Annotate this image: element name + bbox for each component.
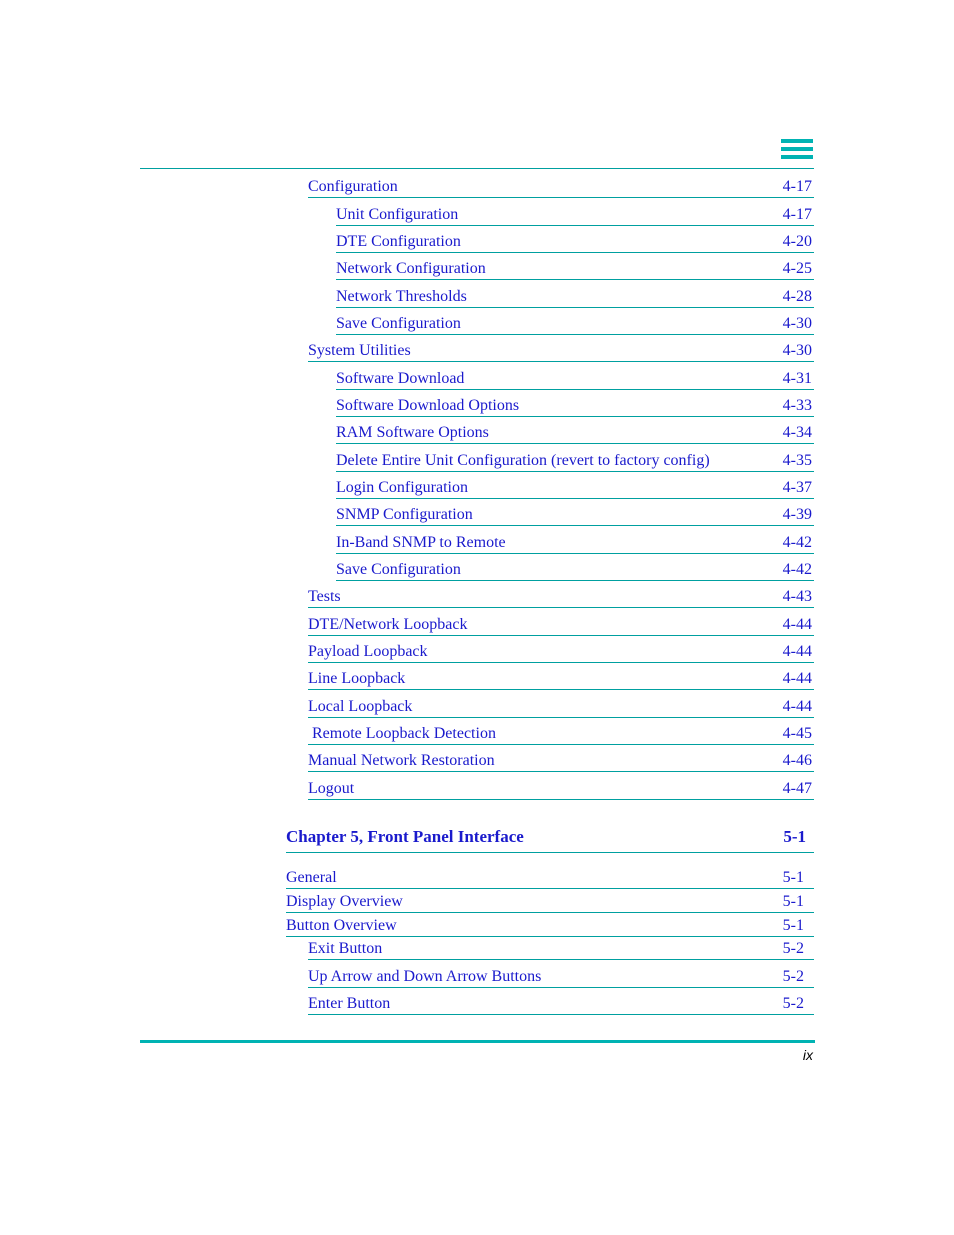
toc-entry-page: 4-44 bbox=[782, 616, 812, 633]
toc-entry-title: DTE/Network Loopback bbox=[308, 616, 468, 633]
toc-entry-payload-loopback[interactable] bbox=[308, 642, 814, 663]
toc-entry-page: 4-44 bbox=[782, 670, 812, 687]
toc-entry-title: Unit Configuration bbox=[336, 206, 459, 223]
toc-entry-title: Network Configuration bbox=[336, 260, 486, 277]
toc-entry-manual-network-restoration[interactable] bbox=[308, 751, 814, 772]
toc-entry-title: Save Configuration bbox=[336, 561, 461, 578]
chapter-title: Chapter 5, Front Panel Interface bbox=[286, 827, 524, 846]
toc-entry-page: 4-47 bbox=[782, 780, 812, 797]
toc-entry-title: Line Loopback bbox=[308, 670, 406, 687]
toc-entry-page: 4-42 bbox=[782, 561, 812, 578]
toc-entry-page: 5-1 bbox=[782, 869, 804, 886]
footer-rule bbox=[140, 1040, 815, 1043]
toc-entry-page: 5-1 bbox=[782, 917, 804, 934]
toc-entry-title: System Utilities bbox=[308, 342, 411, 359]
toc-entry-network-configuration[interactable] bbox=[336, 259, 814, 280]
toc-entry-page: 4-43 bbox=[782, 588, 812, 605]
toc-entry-network-thresholds[interactable] bbox=[336, 287, 814, 308]
toc-entry-page: 4-34 bbox=[782, 424, 812, 441]
toc-entry-page: 4-17 bbox=[782, 206, 812, 223]
toc-entry-page: 5-2 bbox=[782, 995, 804, 1012]
toc-entry-title: DTE Configuration bbox=[336, 233, 461, 250]
toc-entry-title: SNMP Configuration bbox=[336, 506, 473, 523]
toc-entry-delete-unit-configuration[interactable] bbox=[336, 451, 814, 472]
toc-entry-title: Local Loopback bbox=[308, 698, 413, 715]
toc-entry-title: Software Download bbox=[336, 370, 465, 387]
toc-entry-title: RAM Software Options bbox=[336, 424, 489, 441]
toc-entry-title: Remote Loopback Detection bbox=[308, 725, 496, 742]
toc-entry-title: Delete Entire Unit Configuration (revert to factory config) bbox=[336, 452, 710, 469]
toc-entry-dte-network-loopback[interactable] bbox=[308, 615, 814, 636]
toc-entry-general[interactable] bbox=[286, 868, 814, 889]
toc-entry-title: Exit Button bbox=[308, 940, 383, 957]
toc-entry-title: Up Arrow and Down Arrow Buttons bbox=[308, 968, 542, 985]
toc-entry-page: 4-39 bbox=[782, 506, 812, 523]
toc-entry-page: 4-17 bbox=[782, 178, 812, 195]
toc-entry-title: In-Band SNMP to Remote bbox=[336, 534, 506, 551]
toc-entry-title: Network Thresholds bbox=[336, 288, 467, 305]
toc-entry-page: 5-1 bbox=[782, 893, 804, 910]
page-number: ix bbox=[802, 1047, 813, 1063]
toc-entry-page: 4-33 bbox=[782, 397, 812, 414]
toc-entry-title: Payload Loopback bbox=[308, 643, 428, 660]
toc-entry-logout[interactable] bbox=[308, 779, 814, 800]
toc-entry-software-download-options[interactable] bbox=[336, 396, 814, 417]
toc-entry-display-overview[interactable] bbox=[286, 892, 814, 913]
toc-entry-page: 4-44 bbox=[782, 698, 812, 715]
toc-entry-tests[interactable] bbox=[308, 587, 814, 608]
header-bars-decoration bbox=[781, 139, 813, 163]
toc-entry-arrow-buttons[interactable] bbox=[308, 967, 814, 988]
toc-entry-title: Configuration bbox=[308, 178, 398, 195]
toc-entry-title: Software Download Options bbox=[336, 397, 520, 414]
toc-entry-software-download[interactable] bbox=[336, 369, 814, 390]
toc-entry-page: 4-28 bbox=[782, 288, 812, 305]
toc-entry-page: 4-25 bbox=[782, 260, 812, 277]
toc-entry-page: 5-2 bbox=[782, 940, 804, 957]
toc-entry-title: Tests bbox=[308, 588, 341, 605]
toc-entry-page: 4-46 bbox=[782, 752, 812, 769]
toc-entry-exit-button[interactable] bbox=[308, 939, 814, 960]
toc-entry-unit-configuration[interactable] bbox=[336, 205, 814, 226]
toc-entry-title: Button Overview bbox=[286, 917, 397, 934]
toc-entry-title: General bbox=[286, 869, 337, 886]
toc-chapter-heading[interactable] bbox=[286, 826, 814, 853]
toc-entry-button-overview[interactable] bbox=[286, 916, 814, 937]
toc-entry-page: 4-42 bbox=[782, 534, 812, 551]
toc-entry-page: 4-44 bbox=[782, 643, 812, 660]
toc-entry-page: 5-2 bbox=[782, 968, 804, 985]
toc-entry-remote-loopback-detection[interactable] bbox=[308, 724, 814, 745]
toc-entry-title: Display Overview bbox=[286, 893, 403, 910]
toc-entry-enter-button[interactable] bbox=[308, 994, 814, 1015]
toc-entry-configuration[interactable] bbox=[308, 177, 814, 198]
toc-entry-title: Login Configuration bbox=[336, 479, 468, 496]
toc-entry-snmp-configuration[interactable] bbox=[336, 505, 814, 526]
toc-entry-save-configuration-2[interactable] bbox=[336, 560, 814, 581]
toc-entry-title: Enter Button bbox=[308, 995, 391, 1012]
toc-entry-page: 4-45 bbox=[782, 725, 812, 742]
toc-entry-page: 4-35 bbox=[782, 452, 812, 469]
toc-entry-ram-software-options[interactable] bbox=[336, 423, 814, 444]
toc-entry-page: 4-30 bbox=[782, 315, 812, 332]
toc-entry-title: Logout bbox=[308, 780, 355, 797]
toc-entry-title: Manual Network Restoration bbox=[308, 752, 495, 769]
toc-entry-login-configuration[interactable] bbox=[336, 478, 814, 499]
toc-entry-page: 4-20 bbox=[782, 233, 812, 250]
toc-entry-line-loopback[interactable] bbox=[308, 669, 814, 690]
toc-entry-page: 4-31 bbox=[782, 370, 812, 387]
toc-entry-local-loopback[interactable] bbox=[308, 697, 814, 718]
header-rule bbox=[140, 168, 814, 169]
toc-entry-title: Save Configuration bbox=[336, 315, 461, 332]
toc-entry-in-band-snmp[interactable] bbox=[336, 533, 814, 554]
toc-entry-save-configuration[interactable] bbox=[336, 314, 814, 335]
toc-entry-dte-configuration[interactable] bbox=[336, 232, 814, 253]
chapter-page: 5-1 bbox=[783, 827, 806, 846]
toc-entry-system-utilities[interactable] bbox=[308, 341, 814, 362]
toc-entry-page: 4-30 bbox=[782, 342, 812, 359]
toc-entry-page: 4-37 bbox=[782, 479, 812, 496]
